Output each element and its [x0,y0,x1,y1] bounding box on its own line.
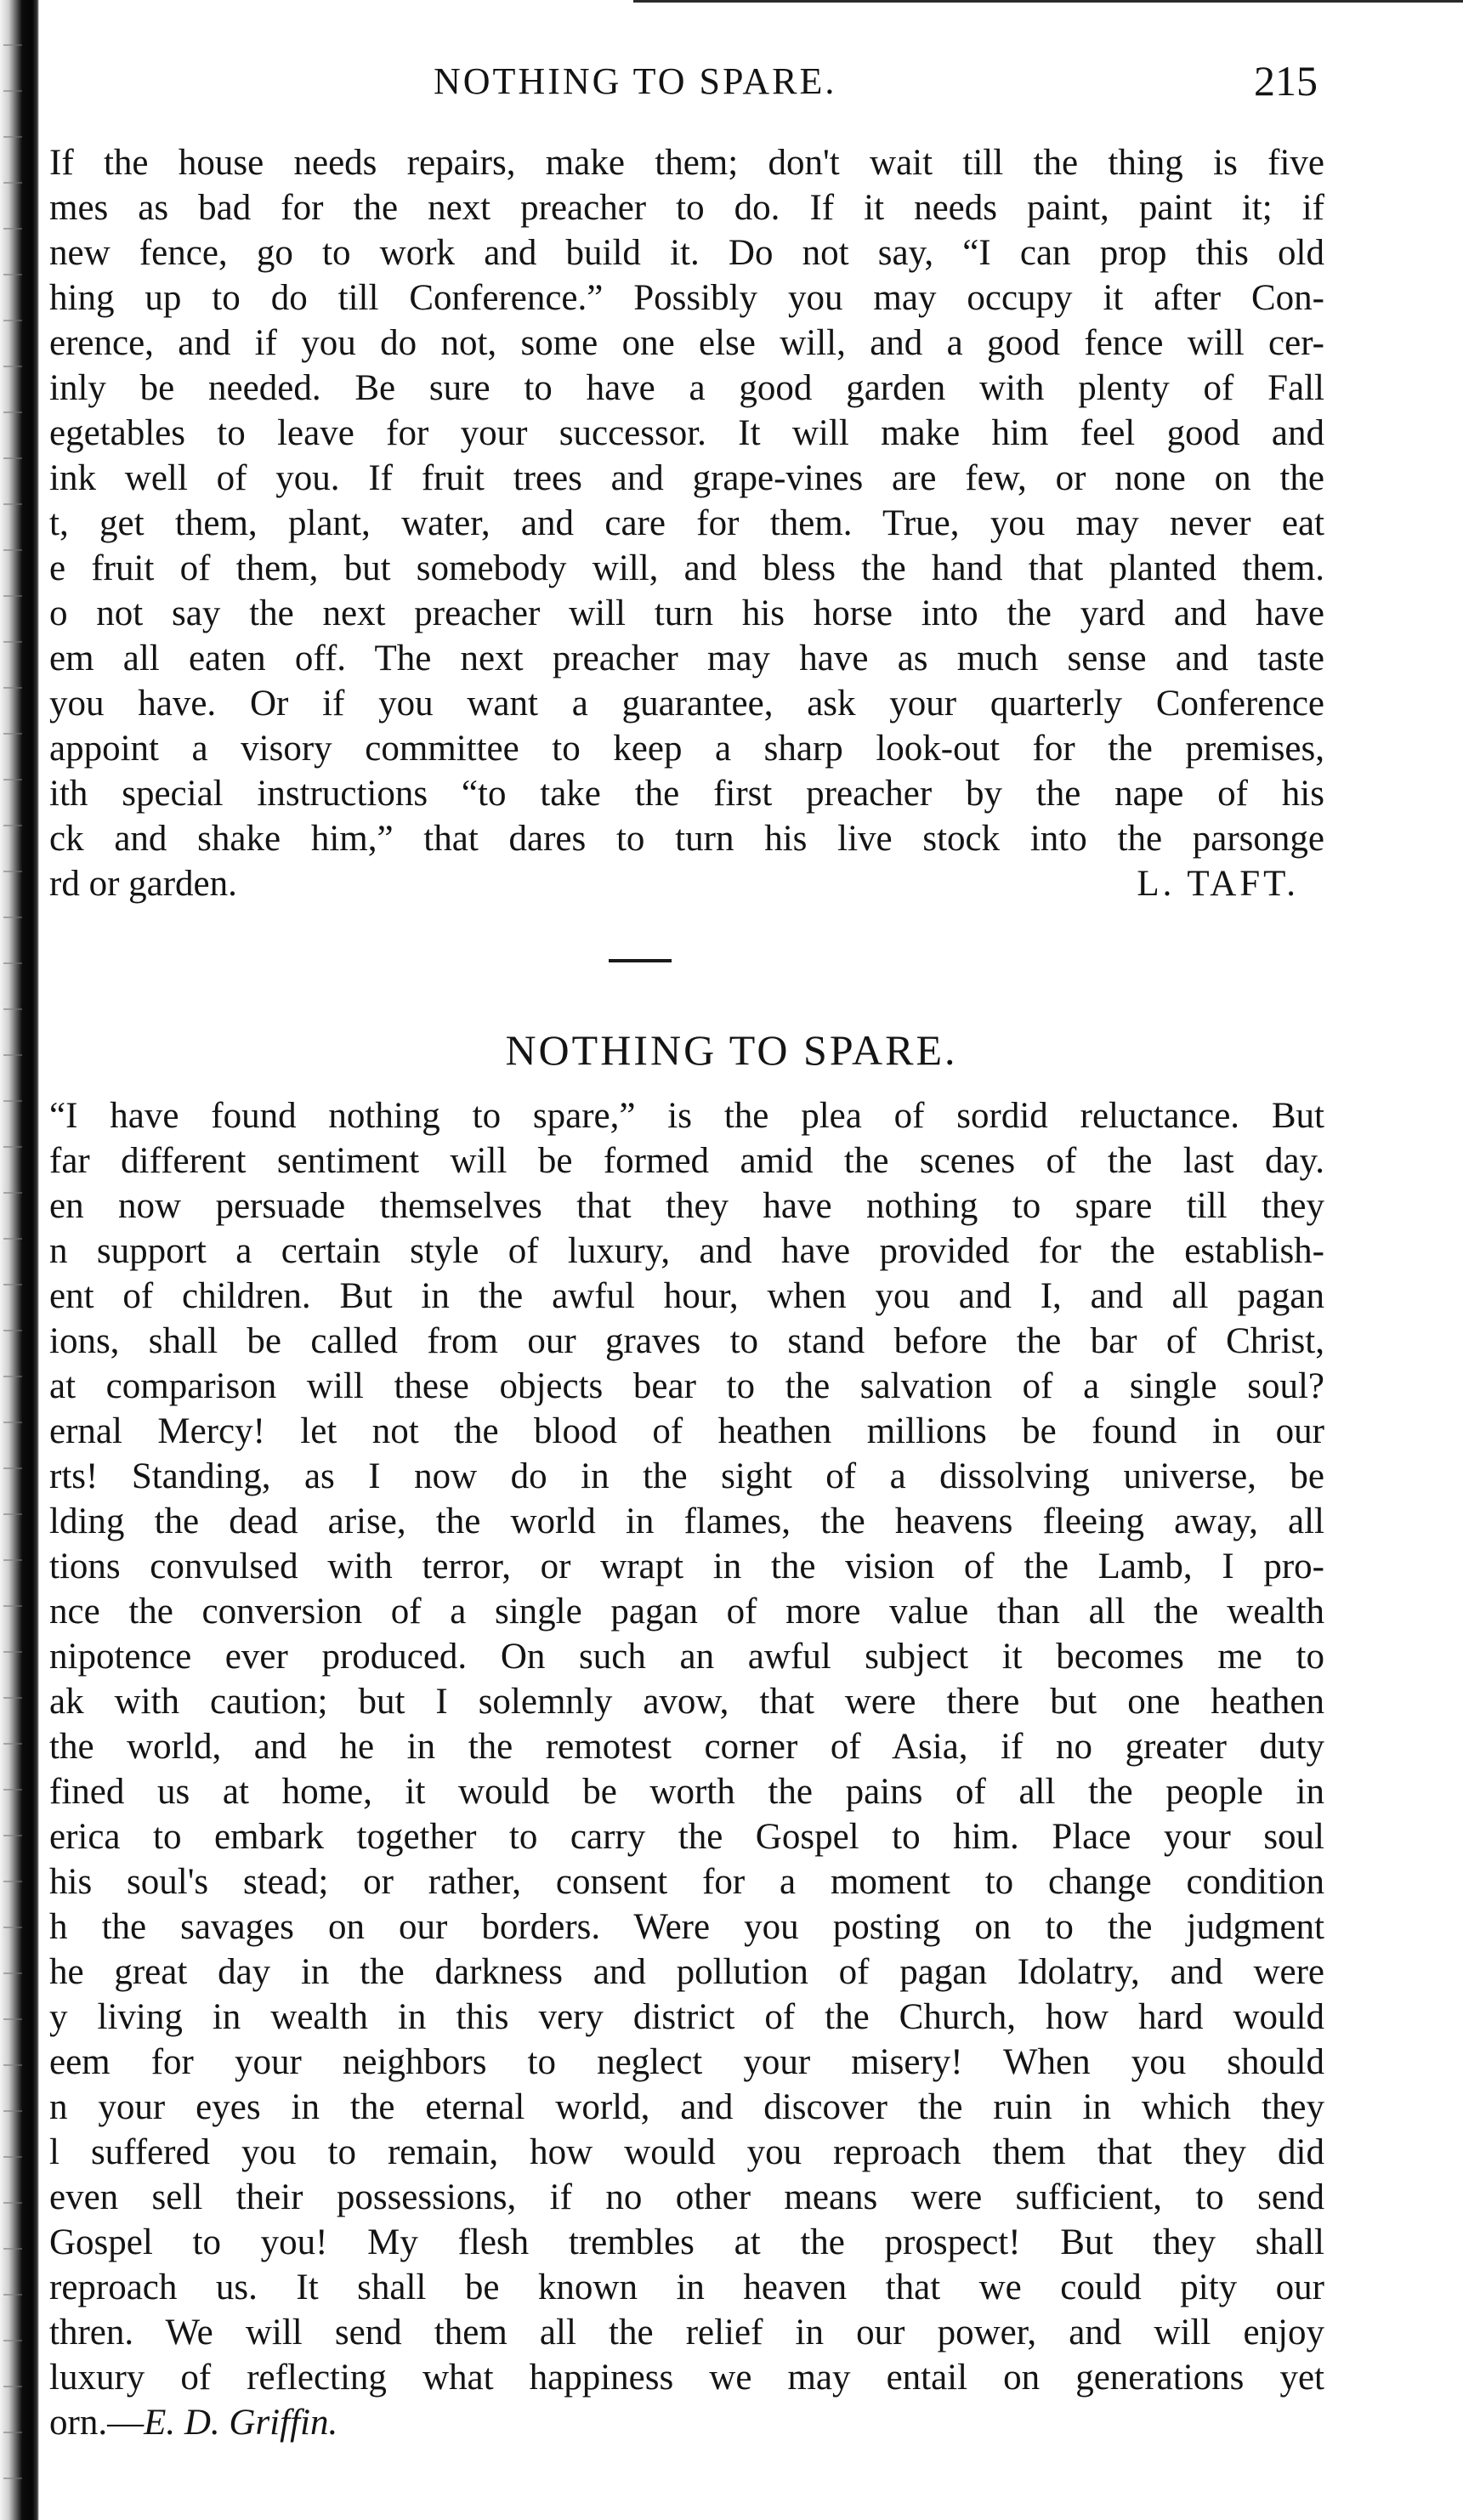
article-line: even sell their possessions, if no other means were sufficient, to send [49,2177,1324,2217]
spine-edge-marks [3,0,22,2520]
article-line: nce the conversion of a single pagan of more value than all the wealth [49,1592,1324,1632]
letter-line: you have. Or if you want a guarantee, ask your quarterly Conference [49,684,1324,724]
article-line: tions convulsed with terror, or wrapt in the vision of the Lamb, I pro- [49,1547,1324,1586]
letter-line: new fence, go to work and build it. Do not say, “I can prop this old [49,233,1324,273]
article-line: “I have found nothing to spare,” is the plea of sordid reluctance. But [49,1096,1324,1136]
article-line: Gospel to you! My flesh trembles at the prospect! But they shall [49,2222,1324,2262]
article-line: at comparison will these objects bear to the salvation of a single soul? [49,1366,1324,1406]
letter-author: L. TAFT. [1137,864,1299,904]
article-line: ernal Mercy! let not the blood of heathen millions be found in our [49,1411,1324,1451]
article-line: l suffered you to remain, how would you reproach them that they did [49,2132,1324,2172]
article-line: y living in wealth in this very district of the Church, how hard would [49,1997,1324,2037]
article-line: fined us at home, it would be worth the pains of all the people in [49,1772,1324,1812]
article-line: reproach us. It shall be known in heaven that we could pity our [49,2267,1324,2307]
article-closing-line: orn.— [49,2403,145,2443]
article-line: luxury of reflecting what happiness we may entail on generations yet [49,2358,1324,2398]
article-line: he great day in the darkness and pollution of pagan Idolatry, and were [49,1952,1324,1992]
letter-body [49,140,1324,906]
running-title: NOTHING TO SPARE. [434,60,837,102]
article-line: erica to embark together to carry the Gospel to him. Place your soul [49,1817,1324,1857]
article-line: nipotence ever produced. On such an awful subject it becomes me to [49,1637,1324,1677]
letter-line: erence, and if you do not, some one else will, and a good fence will cer- [49,323,1324,363]
article-closing [49,2400,1324,2445]
letter-line: If the house needs repairs, make them; don't wait till the thing is five [49,143,1324,183]
letter-line: t, get them, plant, water, and care for them. True, you may never eat [49,503,1324,543]
letter-line: em all eaten off. The next preacher may have as much sense and taste [49,639,1324,678]
article-line: h the savages on our borders. Were you posting on to the judgment [49,1907,1324,1947]
letter-line: ck and shake him,” that dares to turn his live stock into the parsonge [49,819,1324,859]
article-body [49,1093,1324,2445]
letter-line: hing up to do till Conference.” Possibly you may occupy it after Con- [49,278,1324,318]
page-number: 215 [1254,57,1318,105]
article-line: lding the dead arise, the world in flames, the heavens fleeing away, all [49,1501,1324,1541]
letter-line: o not say the next preacher will turn his horse into the yard and have [49,593,1324,633]
article-attribution: E. D. Griffin. [144,2403,338,2443]
letter-line: egetables to leave for your successor. It will make him feel good and [49,413,1324,453]
section-separator [609,959,672,962]
running-head [51,51,1318,111]
article-line: ent of children. But in the awful hour, when you and I, and all pagan [49,1276,1324,1316]
letter-line: mes as bad for the next preacher to do. If it needs paint, paint it; if [49,188,1324,228]
top-rule [633,0,1463,3]
letter-line: ink well of you. If fruit trees and grape-vines are few, or none on the [49,458,1324,498]
article-title: NOTHING TO SPARE. [505,1026,958,1074]
article-line: en now persuade themselves that they have nothing to spare till they [49,1186,1324,1226]
letter-closing [49,861,1324,906]
article-line: eem for your neighbors to neglect your misery! When you should [49,2042,1324,2082]
letter-closing-line: rd or garden. [49,864,237,904]
letter-line: appoint a visory committee to keep a sharp look-out for the premises, [49,729,1324,769]
letter-line: e fruit of them, but somebody will, and bless the hand that planted them. [49,548,1324,588]
article-line: thren. We will send them all the relief in our power, and will enjoy [49,2313,1324,2353]
article-line: ions, shall be called from our graves to stand before the bar of Christ, [49,1321,1324,1361]
article-line: his soul's stead; or rather, consent for a moment to change condition [49,1862,1324,1902]
article-line: ak with caution; but I solemnly avow, that were there but one heathen [49,1682,1324,1722]
article-line: n support a certain style of luxury, and have provided for the establish- [49,1231,1324,1271]
letter-line: inly be needed. Be sure to have a good garden with plenty of Fall [49,368,1324,408]
letter-line: ith special instructions “to take the first preacher by the nape of his [49,774,1324,814]
article-line: rts! Standing, as I now do in the sight of a dissolving universe, be [49,1456,1324,1496]
article-line: far different sentiment will be formed amid the scenes of the last day. [49,1141,1324,1181]
article-line: n your eyes in the eternal world, and discover the ruin in which they [49,2087,1324,2127]
article-line: the world, and he in the remotest corner of Asia, if no greater duty [49,1727,1324,1767]
